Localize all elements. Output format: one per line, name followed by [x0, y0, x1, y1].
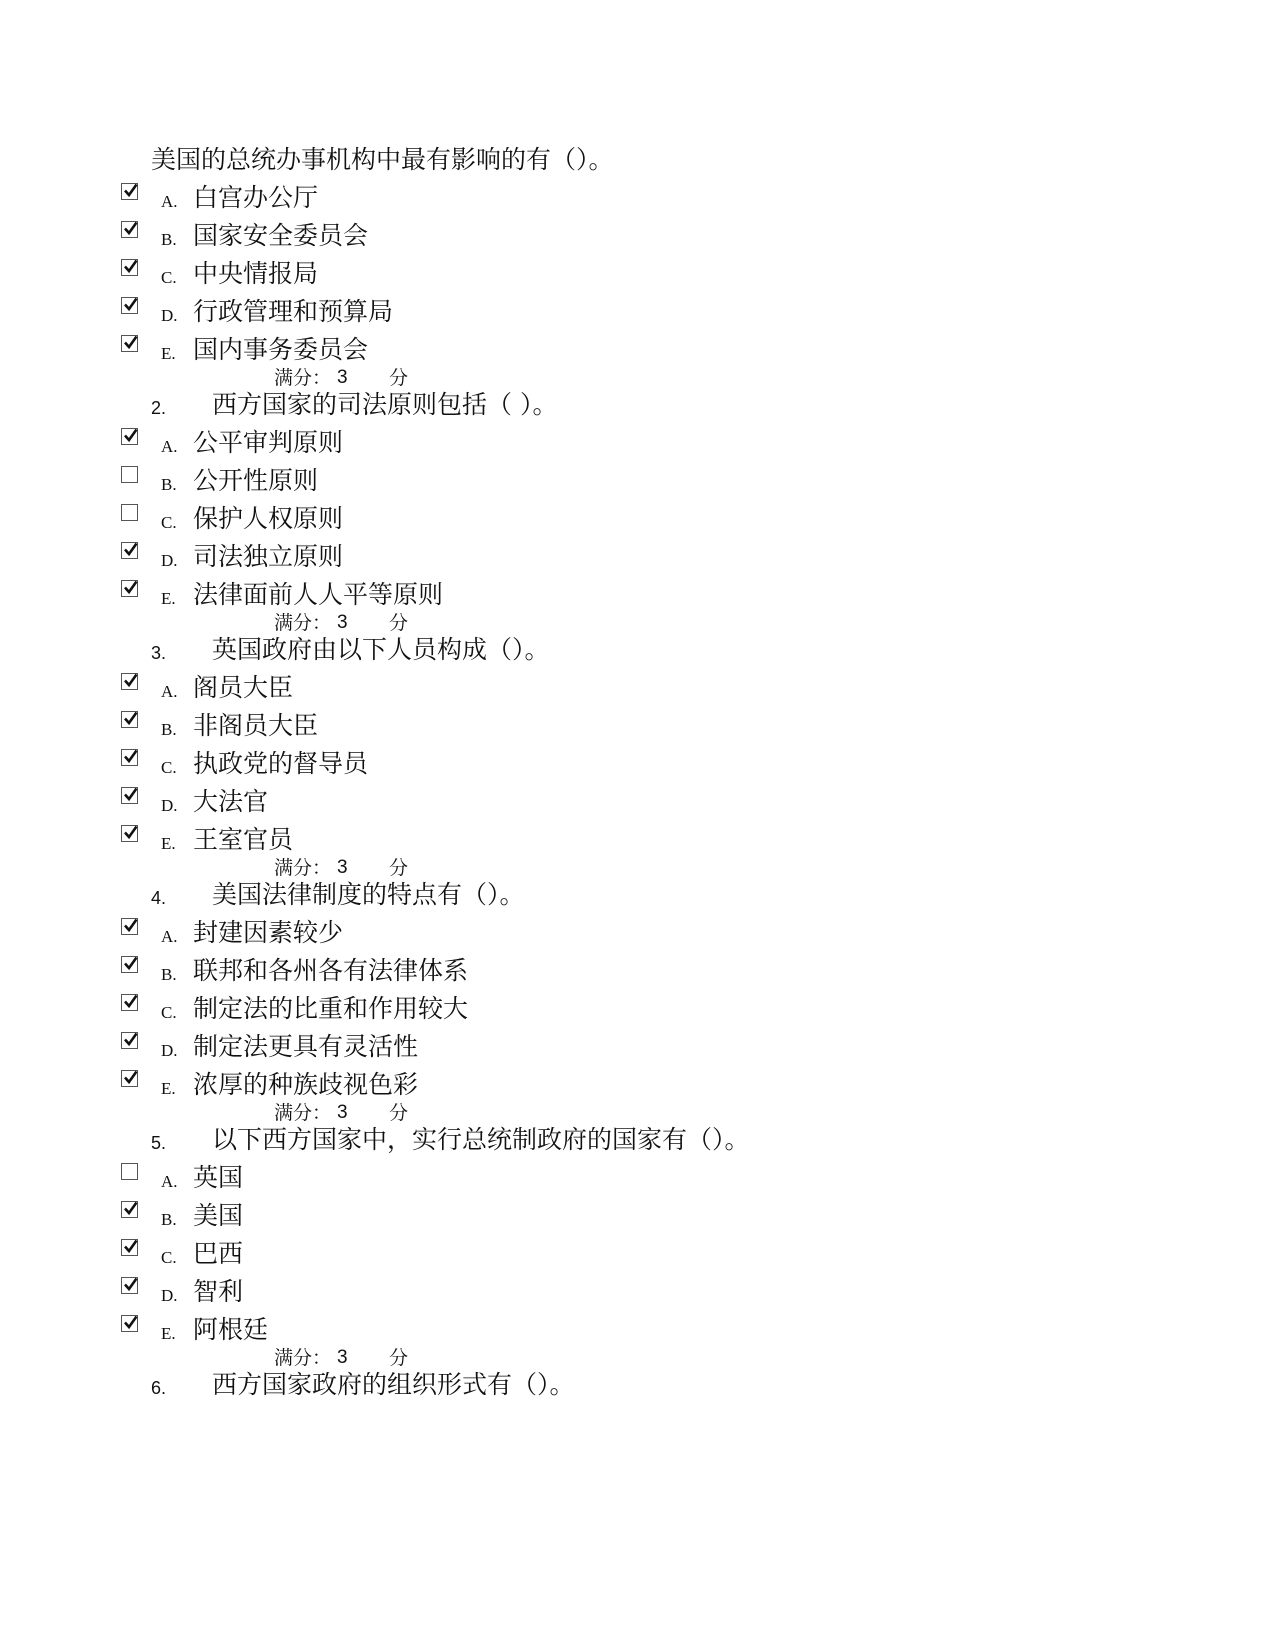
option-label: 英国: [193, 1163, 244, 1192]
score-line: [274, 857, 409, 879]
option-label: 制定法的比重和作用较大: [193, 994, 469, 1023]
option-row[interactable]: [0, 297, 700, 331]
score-line: [274, 1347, 409, 1369]
option-row[interactable]: [0, 335, 700, 369]
checkbox-checked[interactable]: [121, 711, 138, 728]
option-row[interactable]: [0, 994, 700, 1028]
option-letter: E.: [161, 1324, 176, 1343]
option-row[interactable]: [0, 1239, 700, 1273]
option-letter: B.: [161, 230, 177, 249]
option-row[interactable]: [0, 673, 700, 707]
option-row[interactable]: [0, 1201, 700, 1235]
score-unit: 分: [389, 1102, 409, 1124]
option-row[interactable]: [0, 1277, 700, 1311]
option-row[interactable]: [0, 221, 700, 255]
option-letter: E.: [161, 344, 176, 363]
score-value: 3: [337, 612, 348, 633]
option-label: 非阁员大臣: [193, 711, 319, 740]
option-letter: A.: [161, 192, 178, 211]
option-label: 大法官: [193, 787, 269, 816]
checkbox-checked[interactable]: [121, 787, 138, 804]
option-letter: C.: [161, 513, 177, 532]
score-value: 3: [337, 857, 348, 878]
question-number: 6.: [151, 1378, 167, 1398]
option-row[interactable]: [0, 183, 700, 217]
option-label: 联邦和各州各有法律体系: [193, 956, 469, 985]
score-line: [274, 367, 409, 389]
option-row[interactable]: [0, 466, 700, 500]
checkbox-checked[interactable]: [121, 749, 138, 766]
option-letter: B.: [161, 720, 177, 739]
option-label: 行政管理和预算局: [193, 297, 394, 326]
question-number: 3.: [151, 643, 167, 663]
score-line: [274, 1102, 409, 1124]
option-letter: D.: [161, 1286, 178, 1305]
checkbox-checked[interactable]: [121, 221, 138, 238]
question-number: 2.: [151, 398, 167, 418]
option-letter: C.: [161, 268, 177, 287]
option-label: 智利: [193, 1277, 244, 1306]
option-label: 王室官员: [193, 825, 294, 854]
option-row[interactable]: [0, 825, 700, 859]
option-row[interactable]: [0, 787, 700, 821]
score-value: 3: [337, 1347, 348, 1368]
option-label: 司法独立原则: [193, 542, 344, 571]
score-line: [274, 612, 409, 634]
option-label: 中央情报局: [193, 259, 319, 288]
checkbox-checked[interactable]: [121, 1032, 138, 1049]
option-row[interactable]: [0, 504, 700, 538]
checkbox-checked[interactable]: [121, 1239, 138, 1256]
option-row[interactable]: [0, 580, 700, 614]
question-text: 美国的总统办事机构中最有影响的有（）。: [151, 145, 614, 174]
checkbox-checked[interactable]: [121, 956, 138, 973]
option-label: 保护人权原则: [193, 504, 344, 533]
option-label: 美国: [193, 1201, 244, 1230]
question-number: 5.: [151, 1133, 167, 1153]
score-unit: 分: [389, 1347, 409, 1369]
option-letter: B.: [161, 965, 177, 984]
score-unit: 分: [389, 857, 409, 879]
option-letter: D.: [161, 306, 178, 325]
checkbox-checked[interactable]: [121, 994, 138, 1011]
option-row[interactable]: [0, 918, 700, 952]
option-row[interactable]: [0, 956, 700, 990]
question-number: 4.: [151, 888, 167, 908]
score-value: 3: [337, 1102, 348, 1123]
option-label: 制定法更具有灵活性: [193, 1032, 419, 1061]
option-letter: A.: [161, 682, 178, 701]
option-label: 执政党的督导员: [193, 749, 369, 778]
option-label: 封建因素较少: [193, 918, 344, 947]
option-label: 公平审判原则: [193, 428, 344, 457]
checkbox-checked[interactable]: [121, 825, 138, 842]
score-label: 满分：: [274, 857, 332, 879]
option-letter: D.: [161, 796, 178, 815]
option-letter: D.: [161, 551, 178, 570]
question-text: 英国政府由以下人员构成（）。: [212, 635, 550, 664]
checkbox-checked[interactable]: [121, 580, 138, 597]
question-text: 以下西方国家中，实行总统制政府的国家有（）。: [212, 1125, 750, 1154]
score-unit: 分: [389, 612, 409, 634]
checkbox-checked[interactable]: [121, 1070, 138, 1087]
checkbox-checked[interactable]: [121, 297, 138, 314]
option-letter: A.: [161, 927, 178, 946]
option-letter: C.: [161, 1003, 177, 1022]
option-row[interactable]: [0, 1032, 700, 1066]
checkbox-unchecked[interactable]: [121, 504, 138, 521]
option-row[interactable]: [0, 259, 700, 293]
checkbox-checked[interactable]: [121, 1277, 138, 1294]
score-label: 满分：: [274, 1347, 332, 1369]
option-label: 阁员大臣: [193, 673, 294, 702]
option-label: 国家安全委员会: [193, 221, 369, 250]
score-label: 满分：: [274, 367, 332, 389]
option-letter: E.: [161, 834, 176, 853]
option-row[interactable]: [0, 749, 700, 783]
option-row[interactable]: [0, 711, 700, 745]
score-unit: 分: [389, 367, 409, 389]
checkbox-checked[interactable]: [121, 673, 138, 690]
checkbox-checked[interactable]: [121, 542, 138, 559]
option-label: 白宫办公厅: [193, 183, 319, 212]
option-row[interactable]: [0, 542, 700, 576]
option-row[interactable]: [0, 1315, 700, 1349]
option-label: 国内事务委员会: [193, 335, 369, 364]
checkbox-checked[interactable]: [121, 918, 138, 935]
option-letter: B.: [161, 475, 177, 494]
checkbox-unchecked[interactable]: [121, 1163, 138, 1180]
option-letter: A.: [161, 1172, 178, 1191]
option-letter: C.: [161, 1248, 177, 1267]
checkbox-checked[interactable]: [121, 183, 138, 200]
checkbox-checked[interactable]: [121, 259, 138, 276]
option-label: 公开性原则: [193, 466, 319, 495]
option-row[interactable]: [0, 1070, 700, 1104]
question-text: 西方国家的司法原则包括（ ）。: [212, 390, 558, 419]
score-value: 3: [337, 367, 348, 388]
score-label: 满分：: [274, 1102, 332, 1124]
option-label: 巴西: [193, 1239, 244, 1268]
checkbox-checked[interactable]: [121, 1201, 138, 1218]
option-letter: D.: [161, 1041, 178, 1060]
option-label: 阿根廷: [193, 1315, 269, 1344]
option-letter: B.: [161, 1210, 177, 1229]
checkbox-checked[interactable]: [121, 428, 138, 445]
option-row[interactable]: [0, 428, 700, 462]
checkbox-checked[interactable]: [121, 1315, 138, 1332]
option-label: 法律面前人人平等原则: [193, 580, 444, 609]
question-text: 美国法律制度的特点有（）。: [212, 880, 525, 909]
option-letter: E.: [161, 1079, 176, 1098]
option-letter: C.: [161, 758, 177, 777]
question-text: 西方国家政府的组织形式有（）。: [212, 1370, 575, 1399]
option-letter: A.: [161, 437, 178, 456]
checkbox-unchecked[interactable]: [121, 466, 138, 483]
score-label: 满分：: [274, 612, 332, 634]
option-label: 浓厚的种族歧视色彩: [193, 1070, 419, 1099]
option-row[interactable]: [0, 1163, 700, 1197]
checkbox-checked[interactable]: [121, 335, 138, 352]
option-letter: E.: [161, 589, 176, 608]
